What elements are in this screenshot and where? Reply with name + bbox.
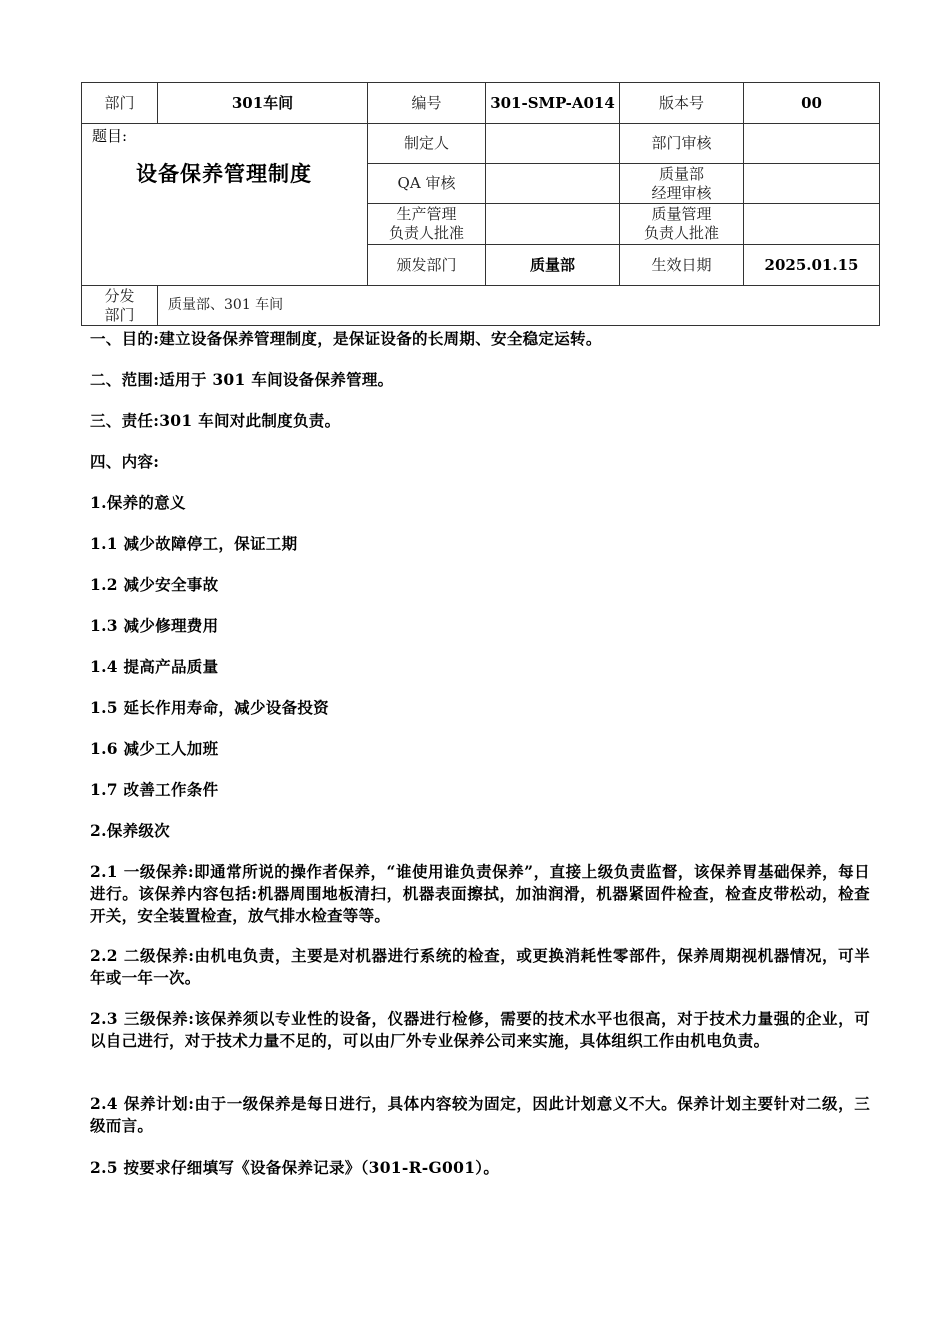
item-2-4: 2.4 保养计划:由于一级保养是每日进行，具体内容较为固定，因此计划意义不大。保养计划主要针对二级，三级而言。 <box>90 1094 870 1135</box>
quality-approve-label-line2: 负责人批准 <box>643 224 719 242</box>
responsibility-paragraph: 三、责任:301 车间对此制度负责。 <box>90 411 341 430</box>
issue-dept-label: 颁发部门 <box>368 245 486 286</box>
distribution-value: 质量部、301 车间 <box>158 286 880 326</box>
quality-approve-label <box>620 204 744 245</box>
purpose-paragraph: 一、目的:建立设备保养管理制度，是保证设备的长周期、安全稳定运转。 <box>90 329 602 348</box>
item-2-2: 2.2 二级保养:由机电负责，主要是对机器进行系统的检查，或更换消耗性零部件，保养周期视机器情况，可半年或一年一次。 <box>90 946 870 987</box>
quality-approve-label-line1: 质量管理 <box>651 205 712 223</box>
prod-approve-value <box>486 204 620 245</box>
section-1-heading: 1.保养的意义 <box>90 493 186 512</box>
distribution-label-line2: 部门 <box>104 305 135 324</box>
author-value <box>486 124 620 164</box>
code-value: 301-SMP-A014 <box>486 83 620 124</box>
issue-dept-value: 质量部 <box>486 245 620 286</box>
code-label: 编号 <box>368 83 486 124</box>
item-1-6: 1.6 减少工人加班 <box>90 739 219 758</box>
qa-review-value <box>486 164 620 204</box>
prod-approve-label <box>368 204 486 245</box>
title-cell <box>82 124 368 286</box>
qa-review-label: QA 审核 <box>368 164 486 204</box>
dept-value: 301车间 <box>158 83 368 124</box>
qm-review-label <box>620 164 744 204</box>
qm-review-label-line2: 经理审核 <box>651 183 712 202</box>
effective-date-value: 2025.01.15 <box>744 245 880 286</box>
version-label: 版本号 <box>620 83 744 124</box>
dept-label: 部门 <box>82 83 158 124</box>
item-1-1: 1.1 减少故障停工，保证工期 <box>90 534 298 553</box>
qm-review-value <box>744 164 880 204</box>
dept-review-value <box>744 124 880 164</box>
item-2-3: 2.3 三级保养:该保养须以专业性的设备，仪器进行检修，需要的技术水平也很高，对于技术力量强的企业，可以自己进行，对于技术力量不足的，可以由厂外专业保养公司来实施，具体组织工作由机电负责。 <box>90 1009 870 1050</box>
item-1-4: 1.4 提高产品质量 <box>90 657 219 676</box>
item-1-2: 1.2 减少安全事故 <box>90 575 219 594</box>
version-value: 00 <box>744 83 880 124</box>
item-1-3: 1.3 减少修理费用 <box>90 616 219 635</box>
prod-approve-label-line1: 生产管理 <box>396 205 457 223</box>
effective-date-label: 生效日期 <box>620 245 744 286</box>
quality-approve-value <box>744 204 880 245</box>
document-header-table <box>81 82 880 326</box>
content-heading: 四、内容: <box>90 452 160 471</box>
document-title: 设备保养管理制度 <box>136 161 312 186</box>
author-label: 制定人 <box>368 124 486 164</box>
prod-approve-label-line2: 负责人批准 <box>388 224 464 242</box>
title-label: 题目: <box>92 127 128 145</box>
distribution-label <box>82 286 158 326</box>
item-2-5: 2.5 按要求仔细填写《设备保养记录》（301-R-G001）。 <box>90 1158 500 1177</box>
item-1-5: 1.5 延长作用寿命，减少设备投资 <box>90 698 329 717</box>
qm-review-label-line1: 质量部 <box>658 164 704 183</box>
item-2-1: 2.1 一级保养:即通常所说的操作者保养，“谁使用谁负责保养”，直接上级负责监督，该保养胃基础保养，每日进行。该保养内容包括:机器周围地板清扫，机器表面擦拭，加油润滑，机器紧固件检查，检查皮带松动，检查开关，安全装置检查，放气排水检查等等。 <box>90 862 870 925</box>
scope-paragraph: 二、范围:适用于 301 车间设备保养管理。 <box>90 370 394 389</box>
item-1-7: 1.7 改善工作条件 <box>90 780 219 799</box>
section-2-heading: 2.保养级次 <box>90 821 170 840</box>
distribution-label-line1: 分发 <box>104 286 135 305</box>
dept-review-label: 部门审核 <box>620 124 744 164</box>
